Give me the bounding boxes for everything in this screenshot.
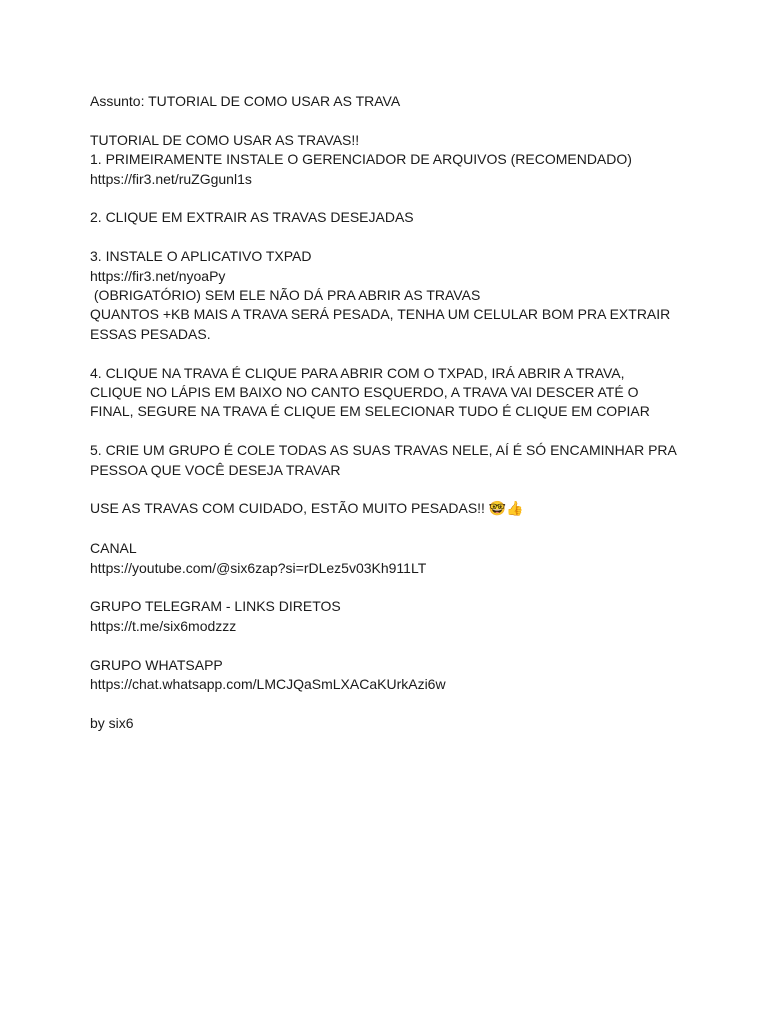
step-3-warning-line-1: QUANTOS +KB MAIS A TRAVA SERÁ PESADA, TENHA UM CELULAR BOM PRA EXTRAIR [90, 306, 671, 323]
whatsapp-link[interactable]: https://chat.whatsapp.com/LMCJQaSmLXACaKUrkAzi6w [90, 676, 446, 693]
telegram-label: GRUPO TELEGRAM - LINKS DIRETOS [90, 598, 341, 615]
spacer [90, 520, 728, 539]
spacer [90, 422, 728, 441]
step-1-text: 1. PRIMEIRAMENTE INSTALE O GERENCIADOR DE ARQUIVOS (RECOMENDADO) [90, 151, 632, 168]
nerd-thumbs-up-emoji-icon: 🤓👍 [488, 501, 524, 518]
spacer [90, 480, 728, 499]
canal-label: CANAL [90, 540, 137, 557]
spacer [90, 694, 728, 713]
step-4-line-3: FINAL, SEGURE NA TRAVA É CLIQUE EM SELECIONAR TUDO É CLIQUE EM COPIAR [90, 403, 650, 420]
step-5-line-1: 5. CRIE UM GRUPO É COLE TODAS AS SUAS TRAVAS NELE, AÍ É SÓ ENCAMINHAR PRA [90, 442, 677, 459]
spacer [90, 578, 728, 597]
step-4-line-1: 4. CLIQUE NA TRAVA É CLIQUE PARA ABRIR COM O TXPAD, IRÁ ABRIR A TRAVA, [90, 364, 625, 381]
spacer [90, 636, 728, 655]
spacer [90, 111, 728, 130]
tutorial-heading: TUTORIAL DE COMO USAR AS TRAVAS!! [90, 131, 360, 148]
step-1-link[interactable]: https://fir3.net/ruZGgunl1s [90, 170, 252, 187]
step-5-line-2: PESSOA QUE VOCÊ DESEJA TRAVAR [90, 461, 341, 478]
signature: by six6 [90, 714, 134, 731]
telegram-link[interactable]: https://t.me/six6modzzz [90, 617, 237, 634]
canal-link[interactable]: https://youtube.com/@six6zap?si=rDLez5v03Kh911LT [90, 559, 427, 576]
spacer [90, 189, 728, 208]
step-4-line-2: CLIQUE NO LÁPIS EM BAIXO NO CANTO ESQUERDO, A TRAVA VAI DESCER ATÉ O [90, 384, 639, 401]
spacer [90, 228, 728, 247]
warning-text: USE AS TRAVAS COM CUIDADO, ESTÃO MUITO PESADAS!! [90, 500, 489, 517]
subject-line: Assunto: TUTORIAL DE COMO USAR AS TRAVA [90, 93, 401, 109]
step-3-text: 3. INSTALE O APLICATIVO TXPAD [90, 248, 312, 265]
spacer [90, 344, 728, 363]
step-2-text: 2. CLIQUE EM EXTRAIR AS TRAVAS DESEJADAS [90, 209, 414, 226]
step-3-note: (OBRIGATÓRIO) SEM ELE NÃO DÁ PRA ABRIR AS TRAVAS [90, 287, 481, 304]
warning-line [90, 499, 728, 519]
step-3-link[interactable]: https://fir3.net/nyoaPy [90, 267, 226, 284]
step-3-warning-line-2: ESSAS PESADAS. [90, 325, 211, 342]
whatsapp-label: GRUPO WHATSAPP [90, 656, 223, 673]
